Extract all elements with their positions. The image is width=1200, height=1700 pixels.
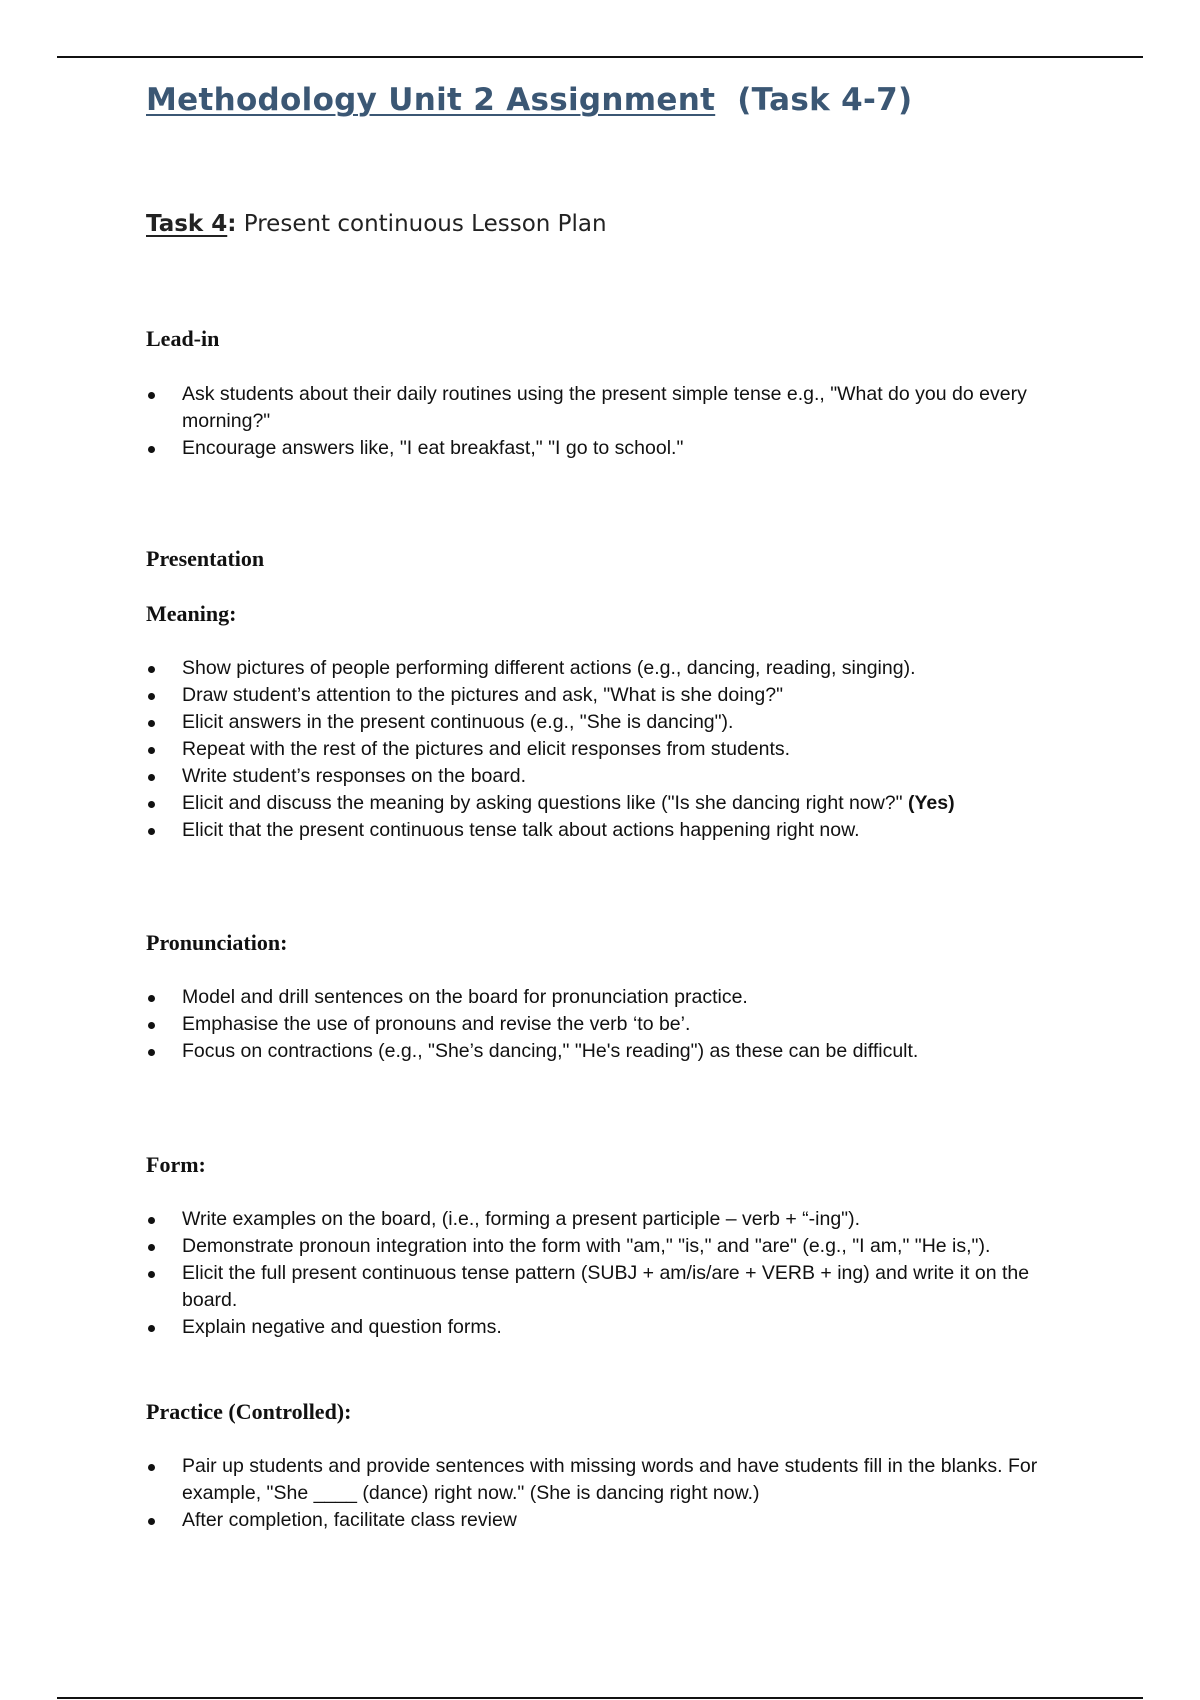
lead-in-list xyxy=(146,381,1076,462)
title-suffix: (Task 4-7) xyxy=(737,82,913,118)
list-item: Write examples on the board, (i.e., forming a present participle – verb + “-ing"). xyxy=(146,1206,1076,1233)
pronunciation-list xyxy=(146,984,1076,1065)
list-item: Elicit the full present continuous tense pattern (SUBJ + am/is/are + VERB + ing) and write it on the board. xyxy=(146,1260,1076,1314)
section-heading-meaning: Meaning: xyxy=(146,601,237,626)
document-title xyxy=(146,82,912,118)
list-item: Pair up students and provide sentences with missing words and have students fill in the blanks. For example, "She ____ (dance) right now." (She is dancing right now.) xyxy=(146,1453,1076,1507)
list-item: Explain negative and question forms. xyxy=(146,1314,1076,1341)
list-item: Demonstrate pronoun integration into the form with "am," "is," and "are" (e.g., "I am," "He is,"). xyxy=(146,1233,1076,1260)
list-item-text: Elicit and discuss the meaning by asking questions like ("Is she dancing right now?" xyxy=(182,792,908,814)
list-item: Encourage answers like, "I eat breakfast," "I go to school." xyxy=(146,435,1076,462)
section-heading-lead-in: Lead-in xyxy=(146,326,220,351)
list-item: Write student’s responses on the board. xyxy=(146,763,1076,790)
bottom-rule xyxy=(57,1697,1143,1699)
list-item: Elicit answers in the present continuous (e.g., "She is dancing"). xyxy=(146,709,1076,736)
section-heading-form: Form: xyxy=(146,1152,206,1177)
task-separator: : xyxy=(227,211,237,237)
task-heading xyxy=(146,211,607,237)
list-item: Draw student’s attention to the pictures and ask, "What is she doing?" xyxy=(146,682,1076,709)
task-name: Present continuous Lesson Plan xyxy=(236,211,607,237)
top-rule xyxy=(57,56,1143,58)
list-item: Show pictures of people performing different actions (e.g., dancing, reading, singing). xyxy=(146,655,1076,682)
list-item: Elicit that the present continuous tense talk about actions happening right now. xyxy=(146,817,1076,844)
list-item: Model and drill sentences on the board for pronunciation practice. xyxy=(146,984,1076,1011)
list-item: Focus on contractions (e.g., "She’s dancing," "He's reading") as these can be difficult. xyxy=(146,1038,1076,1065)
list-item xyxy=(146,790,1076,817)
section-heading-pronunciation: Pronunciation: xyxy=(146,930,288,955)
title-main: Methodology Unit 2 Assignment xyxy=(146,82,716,118)
list-item: Emphasise the use of pronouns and revise the verb ‘to be’. xyxy=(146,1011,1076,1038)
list-item: Ask students about their daily routines using the present simple tense e.g., "What do you do every morning?" xyxy=(146,381,1076,435)
form-list xyxy=(146,1206,1076,1341)
list-item-bold-answer: (Yes) xyxy=(908,792,955,814)
task-label: Task 4 xyxy=(146,211,228,237)
section-heading-presentation: Presentation xyxy=(146,546,265,571)
list-item: Repeat with the rest of the pictures and elicit responses from students. xyxy=(146,736,1076,763)
section-heading-practice-controlled: Practice (Controlled): xyxy=(146,1399,352,1424)
meaning-list xyxy=(146,655,1076,844)
practice-controlled-list xyxy=(146,1453,1076,1534)
list-item: After completion, facilitate class review xyxy=(146,1507,1076,1534)
